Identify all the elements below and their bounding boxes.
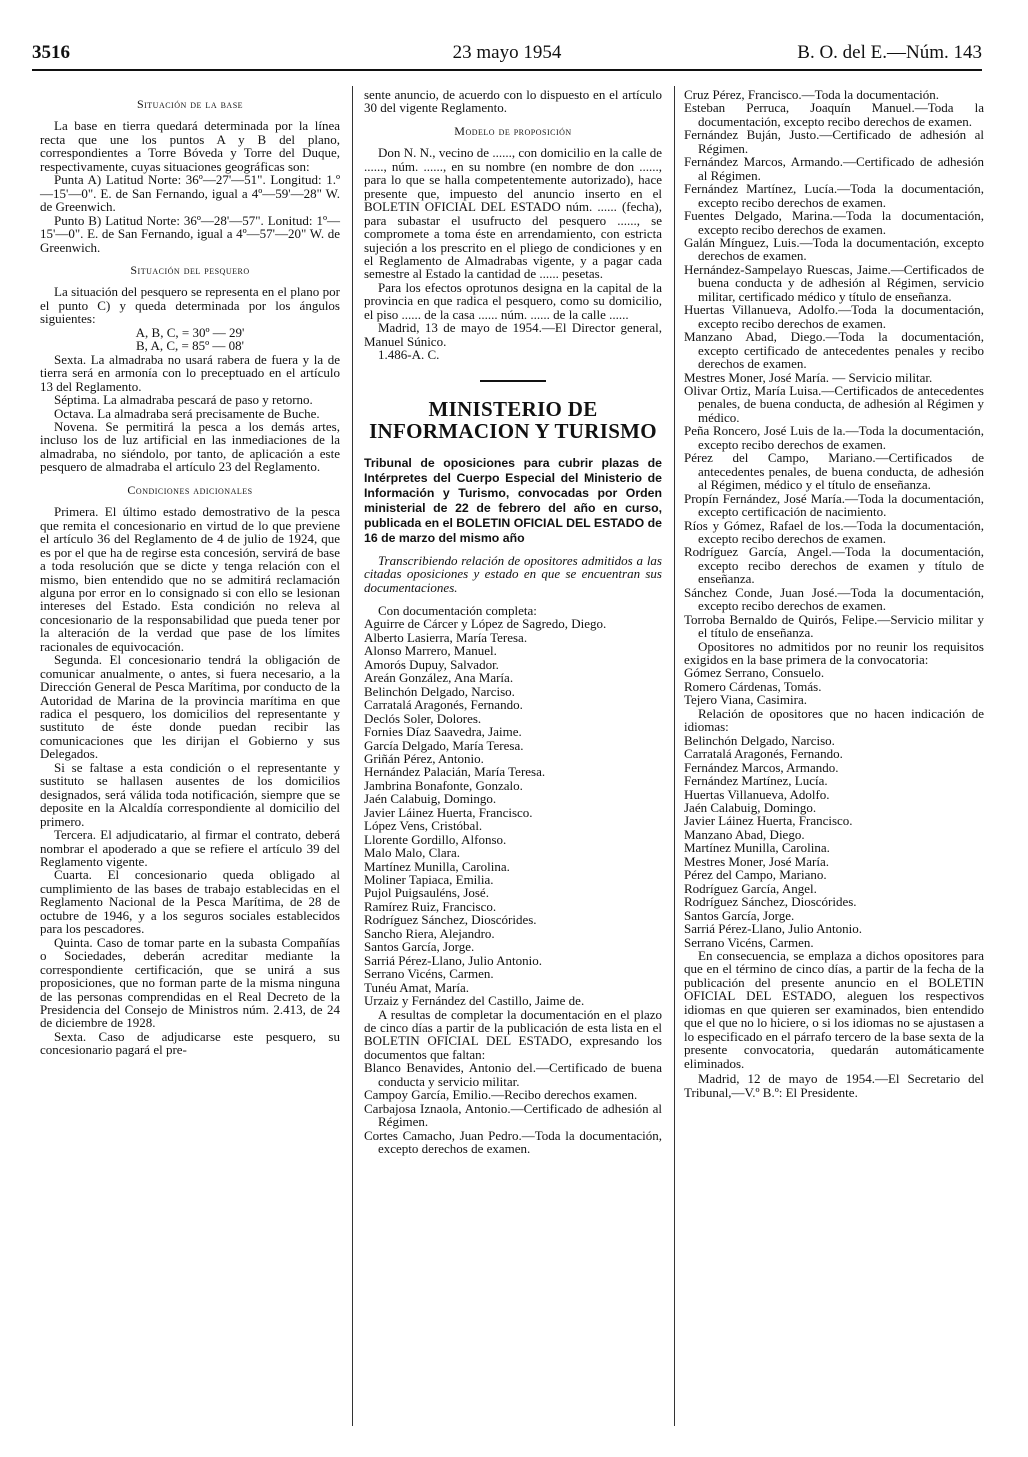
paragraph: Sexta. Caso de adjudicarse este pesquero, su concesionario pagará el pre- (40, 1028, 340, 1058)
issue-date: 23 mayo 1954 (452, 42, 562, 63)
list-item: Malo Malo, Clara. (364, 845, 461, 861)
list-item: Fernández Martínez, Lucía. (684, 773, 828, 789)
list-item: Torroba Bernaldo de Quirós, Felipe.—Servicio militar y el título de enseñanza. (684, 611, 984, 641)
list-item: Areán González, Ana María. (364, 670, 514, 686)
list-item: Sancho Riera, Alejandro. (364, 925, 495, 941)
list-item: Fornies Díaz Saavedra, Jaime. (364, 724, 522, 740)
list-item: Manzano Abad, Diego. (684, 826, 805, 842)
list-item: Huertas Villanueva, Adolfo. (684, 786, 830, 802)
signature-paragraph: Madrid, 12 de mayo de 1954.—El Secretario del Tribunal,—V.º B.º: El Presidente. (684, 1071, 984, 1100)
column-divider (352, 86, 353, 1426)
pending-list (364, 1061, 662, 1155)
reference-code: 1.486-A. C. (378, 347, 440, 363)
paragraph: Don N. N., vecino de ......, con domicilio en la calle de ......, núm. ......, en su nombre (en nombre de don ......, para lo que se halla competentemente autorizado), hace presente que, impuesto del anuncio inserto en el BOLETIN OFICIAL DEL ESTADO núm. ...... (fecha), para subastar el usufructo del pesquero ......, se compromete a toma éste en arrendamiento, con estricta sujeción a los prescrito en el pliego de condiciones y en el Reglamento de Almadrabas vigente, y a pagar cada semestre al Estado la cantidad de ...... pesetas. (364, 145, 662, 282)
angle-line: B, A, C, = 85º — 08' (136, 338, 244, 354)
list-item: Llorente Gordillo, Alfonso. (364, 831, 507, 847)
list-item: Esteban Perruca, Joaquín Manuel.—Toda la documentación, excepto recibo derechos de examen. (684, 100, 984, 129)
list-item: Peña Roncero, José Luis de la.—Toda la documentación, excepto recibo derechos de examen. (684, 423, 984, 452)
list-item: Manzano Abad, Diego.—Toda la documentación, excepto certificado de antecedentes penales y recibo derechos de examen. (684, 329, 984, 372)
paragraph: Quinta. Caso de tomar parte en la subasta Compañías o Sociedades, deberán acreditar mediante la correspondiente certificación, que se unirá a sus proposiciones, que no forman parte de la misma ninguna de las personas comprendidas en el Real Decreto de la Presidencia del Consejo de Ministros núm. 2.413, de 24 de diciembre de 1928. (40, 934, 340, 1031)
list-item: Sarriá Pérez-Llano, Julio Antonio. (684, 921, 862, 937)
list-item: Tunéu Amat, María. (364, 979, 469, 995)
list-item: Pérez del Campo, Mariano. (684, 867, 827, 883)
angle-line: A, B, C, = 30º — 29' (135, 324, 245, 340)
list-item: Moliner Tapiaca, Emilia. (364, 872, 494, 888)
pending-list (684, 88, 984, 640)
list-item: Mestres Moner, José María. — Servicio militar. (684, 369, 933, 385)
list-item: Martínez Munilla, Carolina. (364, 858, 510, 874)
list-item: Urzaiz y Fernández del Castillo, Jaime de. (364, 993, 585, 1009)
paragraph: Novena. Se permitirá la pesca a los demás artes, incluso los de luz artificial en las inmediaciones de la almadraba, no siéndolo, por tanto, de aplicación a este pesquero de almadraba el artículo 23 del Reglamento. (40, 418, 340, 475)
column-2 (364, 88, 662, 1156)
paragraph: Relación de opositores que no hacen indicación de idiomas: (684, 705, 984, 735)
list-item: Rodríguez García, Angel. (684, 880, 817, 896)
list-item: Carbajosa Iznaola, Antonio.—Certificado de adhesión al Régimen. (364, 1100, 662, 1130)
paragraph: Madrid, 13 de mayo de 1954.—El Director general, Manuel Súnico. (364, 320, 662, 349)
list-item: López Vens, Cristóbal. (364, 818, 483, 834)
list-item: Pérez del Campo, Mariano.—Certificados de antecedentes penales, de buena conducta, de adhesión al Régimen, médico y el título de enseñanza. (684, 450, 984, 493)
list-item: Alberto Lasierra, María Teresa. (364, 629, 528, 645)
list-item: Hernández Palacián, María Teresa. (364, 764, 546, 780)
paragraph: La base en tierra quedará determinada por la línea recta que une los puntos A y B del plano, correspondientes a Torre Bóveda y Torre del Duque, respectivamente, cuyas situaciones geográficas son: (40, 118, 340, 174)
paragraph: Si se faltase a esta condición o el representante y sustituto se hallasen ausentes de los domicilios designados, será válida toda notificación, siempre que se deposite en la Alcaldía correspondiente al domicilio del primero. (40, 759, 340, 829)
list-item: Campoy García, Emilio.—Recibo derechos examen. (364, 1087, 638, 1103)
list-item: Fernández Marcos, Armando. (684, 759, 839, 775)
list-item: Olivar Ortiz, María Luisa.—Certificados de antecedentes penales, de buena conducta, de adhesión al Régimen y médico. (684, 382, 984, 425)
complete-list (364, 617, 662, 1007)
list-item: Cortes Camacho, Juan Pedro.—Toda la documentación, excepto derechos de examen. (364, 1127, 662, 1157)
section-heading: Situación de la base (136, 97, 244, 111)
list-item: Gómez Serrano, Consuelo. (684, 665, 825, 681)
list-item: Sánchez Conde, Juan José.—Toda la documentación, excepto recibo derechos de examen. (684, 584, 984, 614)
list-item: Propín Fernández, José María.—Toda la documentación, excepto certificación de nacimiento. (684, 490, 984, 520)
list-item: Hernández-Sampelayo Ruescas, Jaime.—Certificados de buena conducta y de adhesión al Régimen, servicio militar, certificado médico y título de enseñanza. (684, 261, 984, 304)
list-item: Amorós Dupuy, Salvador. (364, 656, 499, 672)
list-item: Pujol Puigsauléns, José. (364, 885, 489, 901)
paragraph: La situación del pesquero se representa en el plano por el punto C) y queda determinada por los ángulos siguientes: (40, 284, 340, 327)
list-item: Jaén Calabuig, Domingo. (364, 791, 497, 807)
list-item: Javier Láinez Huerta, Francisco. (684, 813, 853, 829)
list-item: Griñán Pérez, Antonio. (364, 750, 484, 766)
list-item: Santos García, Jorge. (684, 907, 795, 923)
list-item: Belinchón Delgado, Narciso. (684, 732, 835, 748)
list-item: Rodríguez García, Angel.—Toda la documentación, excepto recibo derechos de examen y título de enseñanza. (684, 544, 984, 587)
list-item: Belinchón Delgado, Narciso. (364, 683, 515, 699)
paragraph: sente anuncio, de acuerdo con lo dispuesto en el artículo 30 del vigente Reglamento. (364, 87, 662, 116)
paragraph: Tercera. El adjudicatario, al firmar el contrato, deberá nombrar el apoderado a que se refiere el artículo 39 del Reglamento vigente. (40, 827, 340, 870)
paragraph: Para los efectos oprotunos designa en la capital de la provincia en que radica el pesquero, como su domicilio, el piso ...... de la casa ...... núm. ...... de la calle ...... (364, 279, 662, 322)
header-rule (32, 69, 982, 71)
no-language-list (684, 734, 984, 949)
list-item: Rodríguez Sánchez, Dioscórides. (364, 912, 537, 928)
list-item: Huertas Villanueva, Adolfo.—Toda la documentación, excepto recibo derechos de examen. (684, 302, 984, 331)
column-divider (674, 86, 675, 1426)
page-header (32, 42, 982, 66)
section-divider (480, 380, 546, 382)
paragraph: Transcribiendo relación de opositores admitidos a las citadas oposiciones y estado en que se encuentran sus documentaciones. (364, 552, 662, 595)
column-1 (40, 88, 340, 1057)
list-item: Fernández Martínez, Lucía.—Toda la documentación, excepto recibo derechos de examen. (684, 181, 984, 210)
list-item: Santos García, Jorge. (364, 939, 475, 955)
list-item: Aguirre de Cárcer y López de Sagredo, Diego. (364, 616, 607, 632)
notice-title: Tribunal de oposiciones para cubrir plazas de Intérpretes del Cuerpo Especial del Ministerio de Información y Turismo, convocadas por Orden ministerial de 22 de febrero del año en curso, publicada en el BOLETIN OFICIAL DEL ESTADO de 16 de marzo del mismo año (364, 455, 662, 545)
list-item: Tejero Viana, Casimira. (684, 692, 807, 708)
list-item: Alonso Marrero, Manuel. (364, 643, 497, 659)
paragraph: Cuarta. El concesionario queda obligado al cumplimiento de las bases de trabajo establecidas en el Reglamento Nacional de la Pesca Marítima, de 28 de octubre de 1946, y a los seguros sociales establecidos para los pescadores. (40, 867, 340, 937)
paragraph: Octava. La almadraba será precisamente de Buche. (54, 405, 320, 421)
list-item: Ríos y Gómez, Rafael de los.—Toda la documentación, excepto recibo derechos de examen. (684, 517, 984, 546)
paragraph: Opositores no admitidos por no reunir los requisitos exigidos en la base primera de la convocatoria: (684, 638, 984, 668)
list-item: Fernández Buján, Justo.—Certificado de adhesión al Régimen. (684, 127, 984, 156)
list-item: Sarriá Pérez-Llano, Julio Antonio. (364, 952, 542, 968)
not-admitted-list (684, 666, 984, 706)
list-item: Fuentes Delgado, Marina.—Toda la documentación, excepto recibo derechos de examen. (684, 208, 984, 237)
list-item: Martínez Munilla, Carolina. (684, 840, 830, 856)
list-item: Cruz Pérez, Francisco.—Toda la documentación. (684, 87, 940, 102)
paragraph: Con documentación completa: (378, 602, 537, 618)
list-item: Blanco Benavides, Antonio del.—Certificado de buena conducta y servicio militar. (364, 1060, 662, 1089)
list-item: Carratalá Aragonés, Fernando. (684, 746, 843, 762)
list-item: Jambrina Bonafonte, Gonzalo. (364, 777, 523, 793)
paragraph: Séptima. La almadraba pescará de paso y retorno. (54, 392, 313, 408)
list-item: Serrano Vicéns, Carmen. (364, 966, 494, 982)
list-item: Jaén Calabuig, Domingo. (684, 800, 817, 816)
list-item: Declós Soler, Dolores. (364, 710, 482, 726)
paragraph: A resultas de completar la documentación en el plazo de cinco días a partir de la publicación de esta lista en el BOLETIN OFICIAL DEL ESTADO, expresando los documentos que faltan: (364, 1006, 662, 1062)
ministry-heading: MINISTERIO DE INFORMACION Y TURISMO (369, 396, 657, 443)
section-heading: Situación del pesquero (130, 262, 250, 277)
section-heading: Condiciones adicionales (127, 482, 253, 497)
list-item: Rodríguez Sánchez, Dioscórides. (684, 894, 857, 910)
list-item: Serrano Vicéns, Carmen. (684, 934, 814, 950)
list-item: Javier Láinez Huerta, Francisco. (364, 804, 533, 820)
paragraph: En consecuencia, se emplaza a dichos opositores para que en el término de cinco días, a partir de la fecha de la publicación del presente anuncio en el BOLETIN OFICIAL DEL ESTADO, aleguen los respectivos idiomas en que quieren ser examinados, bien entendido que el que no lo hiciere, o si los idiomas no se ajustasen a lo especificado en el párrafo tercero de la base sexta de la presente convocatoria, quedarán automáticamente eliminados. (684, 948, 984, 1071)
list-item: Galán Mínguez, Luis.—Toda la documentación, excepto derechos de examen. (684, 234, 984, 264)
publication-name: B. O. del E.—Núm. 143 (797, 42, 982, 63)
list-item: Mestres Moner, José María. (684, 853, 829, 869)
list-item: Fernández Marcos, Armando.—Certificado de adhesión al Régimen. (684, 154, 984, 183)
section-heading: Modelo de proposición (454, 123, 572, 138)
paragraph: Punto B) Latitud Norte: 36º—28'—57". Lonitud: 1º—15'—0". E. de San Fernando, igual a 4º—57'—20" W. de Greenwich. (40, 212, 340, 255)
list-item: García Delgado, María Teresa. (364, 737, 524, 753)
list-item: Ramírez Ruiz, Francisco. (364, 898, 497, 914)
column-3 (684, 88, 984, 1099)
list-item: Carratalá Aragonés, Fernando. (364, 697, 523, 713)
paragraph: Segunda. El concesionario tendrá la obligación de comunicar anualmente, o antes, si fuera necesario, a la Dirección General de Pesca Marítima, por conducto de la Autoridad de Marina de la provincia marítima en que radica el pesquero, los domicilios del representante y sustituto de éste donde puedan recibir las comunicaciones que les dirijan el Gobierno y sus Delegados. (40, 652, 340, 762)
paragraph: Sexta. La almadraba no usará rabera de fuera y la de tierra será en armonía con lo preceptuado en el artículo 13 del Reglamento. (40, 351, 340, 394)
page-number: 3516 (32, 42, 70, 63)
list-item: Romero Cárdenas, Tomás. (684, 678, 822, 694)
paragraph: Primera. El último estado demostrativo de la pesca que remita el concesionario en virtud de lo que previene el artículo 36 del Reglamento de 4 de julio de 1924, que es por el que ha de regirse esta concesión, servirá de base a toda resolución que se dicte y tenga relación con el mismo, bien entendido que no se admitirá reclamación alguna por error en lo consignado si con ello se lesionan intereses del Estado. Esta condición no releva al concesionario de la responsabilidad que pueda tener por la alteración de la verdad que pase de los límites racionales de equivocación. (40, 504, 340, 654)
paragraph: Punta A) Latitud Norte: 36º—27'—51". Longitud: 1.º—15'—0". E. de San Fernando, igual a 4º—59'—28" W. de Greenwich. (40, 172, 340, 215)
